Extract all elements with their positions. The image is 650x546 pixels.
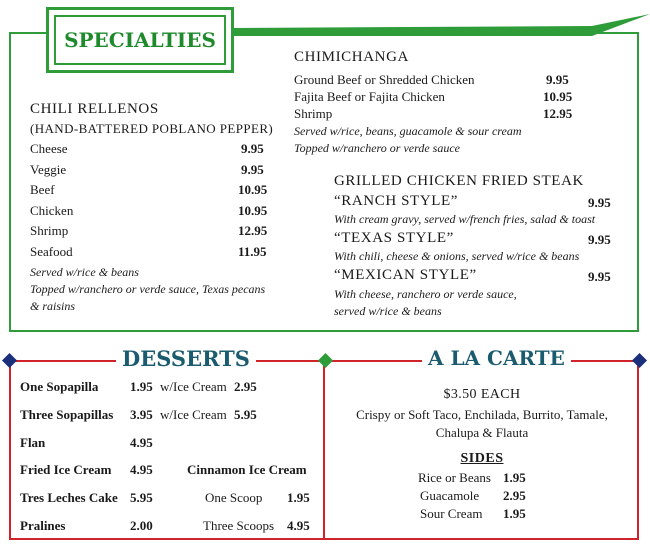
list-item-name: Fajita Beef or Fajita Chicken: [294, 89, 445, 104]
texas-style-desc: With chili, cheese & onions, served w/rice & beans: [334, 249, 580, 263]
table-row-extra: w/Ice Cream: [160, 407, 227, 422]
ranch-style-name: “RANCH STYLE”: [334, 193, 459, 209]
list-item-price: 1.95: [287, 490, 310, 505]
list-item-price: 9.95: [546, 72, 569, 87]
list-item-name: Three Scoops: [203, 518, 275, 533]
table-row-price: 2.00: [130, 518, 153, 533]
list-item-price: 1.95: [503, 470, 526, 485]
list-item-name: Ground Beef or Shredded Chicken: [294, 72, 475, 87]
list-item-price: 10.95: [238, 203, 268, 218]
list-item-price: 12.95: [543, 106, 573, 121]
list-item-price: 4.95: [287, 518, 310, 533]
mexican-style-name: “MEXICAN STYLE”: [334, 267, 477, 283]
table-row-extra-price: 5.95: [234, 407, 257, 422]
list-item-name: Sour Cream: [420, 506, 483, 521]
navy-diamond-icon: [2, 353, 17, 368]
list-item-price: 11.95: [238, 244, 267, 259]
table-row: Pralines: [20, 518, 66, 533]
table-row-extra-price: 2.95: [234, 379, 257, 394]
mexican-style-desc: served w/rice & beans: [334, 304, 442, 318]
table-row: Tres Leches Cake: [20, 490, 118, 505]
list-item-price: 12.95: [238, 223, 268, 238]
cinnamon-ice-cream-heading: Cinnamon Ice Cream: [187, 462, 307, 477]
table-row: Three Sopapillas: [20, 407, 114, 422]
ranch-style-desc: With cream gravy, served w/french fries, salad & toast: [334, 212, 596, 226]
ranch-style-price: 9.95: [588, 195, 611, 210]
texas-style-name: “TEXAS STYLE”: [334, 230, 454, 246]
list-item-price: 1.95: [503, 506, 526, 521]
a-la-carte-items-line: Crispy or Soft Taco, Enchilada, Burrito, Tamale,: [356, 407, 608, 422]
list-item-name: Cheese: [30, 141, 68, 156]
list-item-price: 10.95: [543, 89, 573, 104]
mexican-style-price: 9.95: [588, 269, 611, 284]
table-row-price: 1.95: [130, 379, 153, 394]
chimichanga-heading: CHIMICHANGA: [294, 49, 409, 65]
table-row-price: 4.95: [130, 435, 153, 450]
table-row-price: 3.95: [130, 407, 153, 422]
list-item-name: Shrimp: [294, 106, 333, 121]
green-pennant-decoration: [232, 14, 650, 40]
texas-style-price: 9.95: [588, 232, 611, 247]
chili-rellenos-note: Served w/rice & beans: [30, 265, 139, 279]
table-row: Fried Ice Cream: [20, 462, 112, 477]
chili-rellenos-note: & raisins: [30, 299, 76, 313]
list-item-name: Beef: [30, 182, 55, 197]
list-item-name: Shrimp: [30, 223, 69, 238]
chili-rellenos-heading: CHILI RELLENOS: [30, 101, 159, 117]
chili-rellenos-subheading: (HAND-BATTERED POBLANO PEPPER): [30, 121, 274, 136]
chimichanga-note: Served w/rice, beans, guacamole & sour cream: [294, 124, 522, 138]
table-row-price: 4.95: [130, 462, 153, 477]
list-item-name: Chicken: [30, 203, 74, 218]
list-item-price: 9.95: [241, 141, 264, 156]
table-row-extra: w/Ice Cream: [160, 379, 227, 394]
list-item-name: Seafood: [30, 244, 73, 259]
chili-rellenos-note: Topped w/ranchero or verde sauce, Texas pecans: [30, 282, 266, 296]
mexican-style-desc: With cheese, ranchero or verde sauce,: [334, 287, 517, 301]
list-item-price: 10.95: [238, 182, 268, 197]
sides-heading: SIDES: [460, 451, 504, 466]
list-item-name: Guacamole: [420, 488, 480, 503]
list-item-name: One Scoop: [205, 490, 263, 505]
a-la-carte-title: A LA CARTE: [422, 346, 571, 370]
specialties-title-box: [46, 7, 234, 73]
desserts-title: DESSERTS: [116, 346, 256, 371]
a-la-carte-items-line: Chalupa & Flauta: [435, 425, 529, 440]
navy-diamond-icon: [632, 353, 647, 368]
a-la-carte-price-each: $3.50 EACH: [443, 387, 521, 402]
grilled-chicken-fried-steak-heading: GRILLED CHICKEN FRIED STEAK: [334, 173, 584, 189]
table-row: Flan: [20, 435, 46, 450]
list-item-price: 9.95: [241, 162, 264, 177]
table-row: One Sopapilla: [20, 379, 99, 394]
list-item-name: Veggie: [30, 162, 67, 177]
list-item-name: Rice or Beans: [418, 470, 491, 485]
green-diamond-icon: [318, 353, 333, 368]
list-item-price: 2.95: [503, 488, 526, 503]
specialties-title: SPECIALTIES: [64, 28, 216, 52]
chimichanga-note: Topped w/ranchero or verde sauce: [294, 141, 460, 155]
table-row-price: 5.95: [130, 490, 153, 505]
